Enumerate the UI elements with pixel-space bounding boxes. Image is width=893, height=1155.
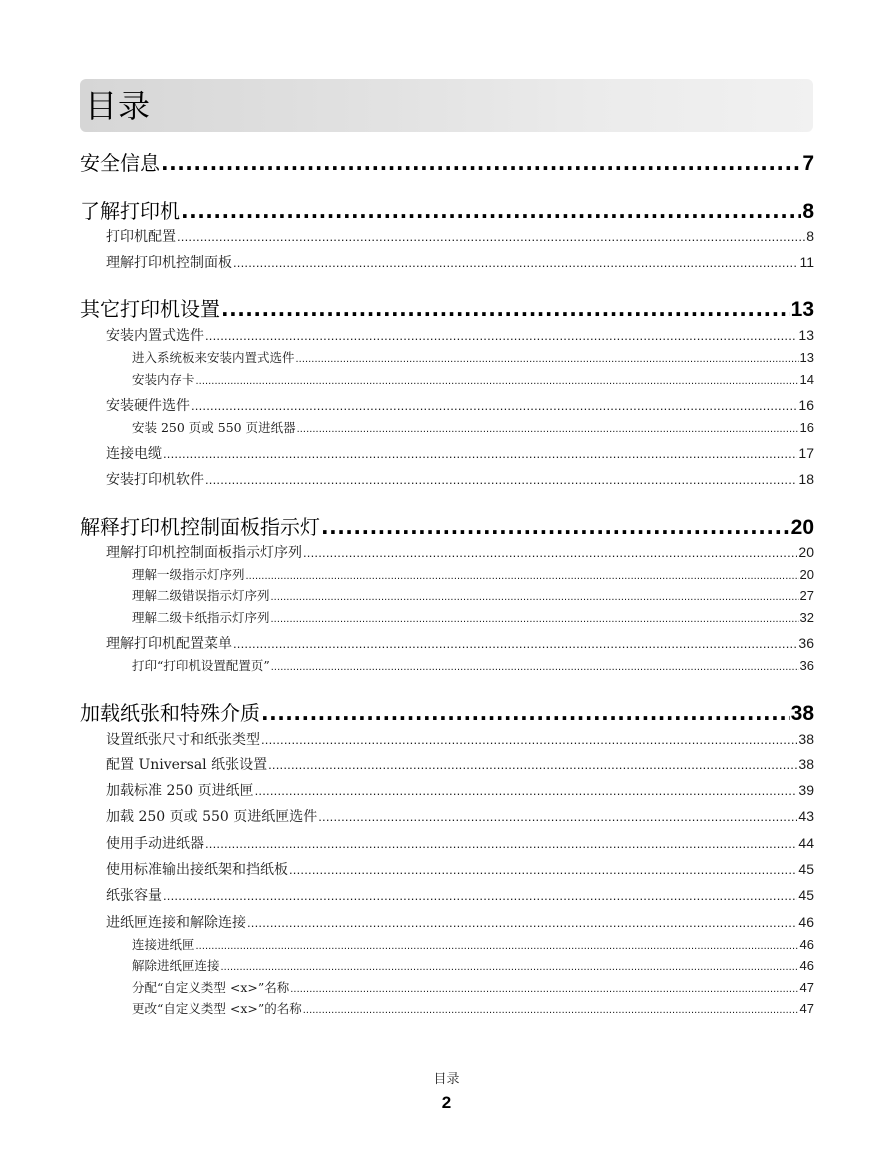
toc-entry-page-number: 36	[798, 635, 814, 651]
toc-entry-page-number: 20	[798, 544, 814, 560]
toc-entry-page-number: 8	[806, 228, 814, 244]
toc-dot-leader	[297, 423, 799, 435]
toc-dot-leader	[268, 757, 797, 772]
toc-dot-leader	[221, 961, 799, 973]
toc-entry-label: 安装硬件选件	[106, 398, 190, 414]
toc-dot-leader	[177, 229, 805, 244]
toc-entry-page-number: 47	[799, 1001, 814, 1016]
toc-entry[interactable]	[132, 999, 814, 1017]
toc-entry-label: 安装打印机软件	[106, 472, 204, 488]
footer-section-label: 目录	[433, 1072, 460, 1087]
toc-dot-leader	[233, 636, 797, 651]
toc-entry[interactable]	[132, 935, 814, 953]
toc-entry[interactable]	[106, 443, 814, 463]
toc-entry-label: 打印机配置	[106, 229, 176, 245]
toc-entry-page-number: 46	[799, 958, 814, 973]
toc-entry-page-number: 20	[799, 567, 814, 582]
toc-entry-label: 加载纸张和特殊介质	[80, 701, 260, 723]
toc-entry-page-number: 8	[802, 200, 814, 221]
toc-dot-leader	[261, 732, 797, 747]
toc-entry-page-number: 27	[799, 588, 814, 603]
toc-entry[interactable]	[106, 885, 814, 905]
toc-entry-page-number: 39	[798, 782, 814, 798]
toc-entry[interactable]	[80, 293, 814, 319]
toc-entry-label: 纸张容量	[106, 888, 162, 904]
toc-entry-label: 理解打印机控制面板指示灯序列	[106, 545, 302, 561]
toc-entry-page-number: 47	[799, 980, 814, 995]
toc-entry-label: 理解打印机控制面板	[106, 255, 232, 271]
toc-entry-label: 解释打印机控制面板指示灯	[80, 515, 320, 537]
toc-entry-page-number: 14	[799, 372, 814, 387]
toc-entry[interactable]	[80, 511, 814, 537]
toc-entry-label: 了解打印机	[80, 199, 180, 221]
toc-dot-leader	[303, 545, 797, 560]
toc-dot-leader	[196, 375, 799, 387]
page-title: 目录	[85, 87, 152, 125]
toc-dot-leader	[205, 836, 797, 851]
toc-entry[interactable]	[132, 586, 814, 604]
toc-entry[interactable]	[106, 833, 814, 853]
toc-entry-label: 进纸匣连接和解除连接	[106, 915, 246, 931]
toc-entry-label: 使用标准输出接纸架和挡纸板	[106, 862, 288, 878]
toc-dot-leader	[321, 515, 790, 537]
toc-entry-label: 理解二级卡纸指示灯序列	[132, 610, 270, 625]
toc-entry-label: 设置纸张尺寸和纸张类型	[106, 732, 260, 748]
toc-dot-leader	[290, 983, 798, 995]
toc-entry[interactable]	[106, 469, 814, 489]
toc-entry[interactable]	[106, 252, 814, 272]
toc-entry-page-number: 45	[798, 861, 814, 877]
toc-entry[interactable]	[106, 806, 814, 826]
toc-dot-leader	[181, 199, 801, 221]
footer-page-number: 2	[441, 1093, 452, 1112]
toc-dot-leader	[161, 151, 801, 173]
toc-entry-label: 其它打印机设置	[80, 297, 220, 319]
toc-entry[interactable]	[132, 418, 814, 436]
toc-entry-page-number: 38	[790, 702, 814, 723]
toc-dot-leader	[191, 398, 797, 413]
toc-entry[interactable]	[132, 978, 814, 996]
toc-entry-label: 理解打印机配置菜单	[106, 636, 232, 652]
toc-entry-label: 理解一级指示灯序列	[132, 567, 245, 582]
toc-entry-page-number: 13	[790, 298, 814, 319]
toc-entry[interactable]	[106, 226, 814, 246]
toc-dot-leader	[303, 1004, 799, 1016]
toc-entry[interactable]	[106, 633, 814, 653]
toc-entry-label: 安装 250 页或 550 页进纸器	[132, 420, 296, 435]
toc-entry-page-number: 7	[802, 152, 814, 173]
toc-dot-leader	[221, 297, 790, 319]
toc-entry-page-number: 45	[798, 887, 814, 903]
toc-entry-label: 加载标准 250 页进纸匣	[106, 783, 254, 799]
toc-entry-page-number: 13	[799, 350, 814, 365]
toc-entry[interactable]	[106, 729, 814, 749]
toc-entry-page-number: 38	[798, 756, 814, 772]
toc-dot-leader	[318, 809, 797, 824]
toc-entry[interactable]	[106, 780, 814, 800]
toc-entry[interactable]	[132, 656, 814, 674]
toc-entry-page-number: 32	[799, 610, 814, 625]
toc-entry-label: 连接进纸匣	[132, 937, 195, 952]
toc-entry-page-number: 46	[798, 914, 814, 930]
toc-entry-page-number: 38	[798, 731, 814, 747]
toc-entry[interactable]	[106, 859, 814, 879]
toc-entry[interactable]	[106, 395, 814, 415]
toc-entry-label: 安装内存卡	[132, 372, 195, 387]
toc-entry-label: 安装内置式选件	[106, 328, 204, 344]
toc-dot-leader	[205, 472, 797, 487]
toc-dot-leader	[271, 661, 799, 673]
toc-entry-page-number: 11	[799, 254, 814, 270]
toc-entry[interactable]	[106, 912, 814, 932]
toc-dot-leader	[271, 613, 799, 625]
toc-entry[interactable]	[132, 370, 814, 388]
toc-entry-label: 更改“自定义类型 <x>”的名称	[132, 1001, 302, 1016]
toc-dot-leader	[163, 888, 797, 903]
toc-entry-label: 加载 250 页或 550 页进纸匣选件	[106, 809, 318, 825]
toc-dot-leader	[196, 940, 799, 952]
toc-entry-page-number: 17	[798, 445, 814, 461]
toc-entry-page-number: 18	[798, 471, 814, 487]
toc-entry-label: 安全信息	[80, 151, 160, 173]
toc-entry-page-number: 44	[798, 835, 814, 851]
toc-entry-label: 配置 Universal 纸张设置	[106, 757, 268, 773]
toc-dot-leader	[289, 862, 797, 877]
toc-dot-leader	[261, 701, 790, 723]
toc-dot-leader	[296, 353, 799, 365]
toc-entry-label: 连接电缆	[106, 446, 162, 462]
toc-entry[interactable]	[132, 956, 814, 974]
toc-dot-leader	[246, 570, 799, 582]
toc-dot-leader	[271, 591, 799, 603]
toc-entry-label: 使用手动进纸器	[106, 836, 204, 852]
toc-entry-label: 进入系统板来安装内置式选件	[132, 350, 295, 365]
toc-entry-page-number: 13	[798, 327, 814, 343]
toc-entry-page-number: 43	[798, 808, 814, 824]
toc-entry[interactable]	[80, 697, 814, 723]
toc-entry-page-number: 46	[799, 937, 814, 952]
toc-entry-label: 打印“打印机设置配置页”	[132, 658, 270, 673]
toc-entry[interactable]	[106, 542, 814, 562]
toc-entry-label: 分配“自定义类型 <x>”名称	[132, 980, 290, 995]
toc-entry-page-number: 36	[799, 658, 814, 673]
toc-entry-label: 解除进纸匣连接	[132, 958, 220, 973]
toc-dot-leader	[247, 915, 797, 930]
toc-entry[interactable]	[132, 608, 814, 626]
toc-entry[interactable]	[132, 565, 814, 583]
toc-entry-page-number: 16	[799, 420, 814, 435]
toc-entry[interactable]	[106, 325, 814, 345]
toc-entry[interactable]	[80, 195, 814, 221]
toc-entry[interactable]	[80, 147, 814, 173]
toc-dot-leader	[163, 446, 797, 461]
toc-dot-leader	[233, 255, 798, 270]
toc-entry-page-number: 16	[798, 397, 814, 413]
toc-entry[interactable]	[132, 348, 814, 366]
toc-dot-leader	[255, 783, 798, 798]
toc-entry[interactable]	[106, 754, 814, 774]
toc-entry-label: 理解二级错误指示灯序列	[132, 588, 270, 603]
toc-dot-leader	[205, 328, 797, 343]
toc-entry-page-number: 20	[790, 516, 814, 537]
